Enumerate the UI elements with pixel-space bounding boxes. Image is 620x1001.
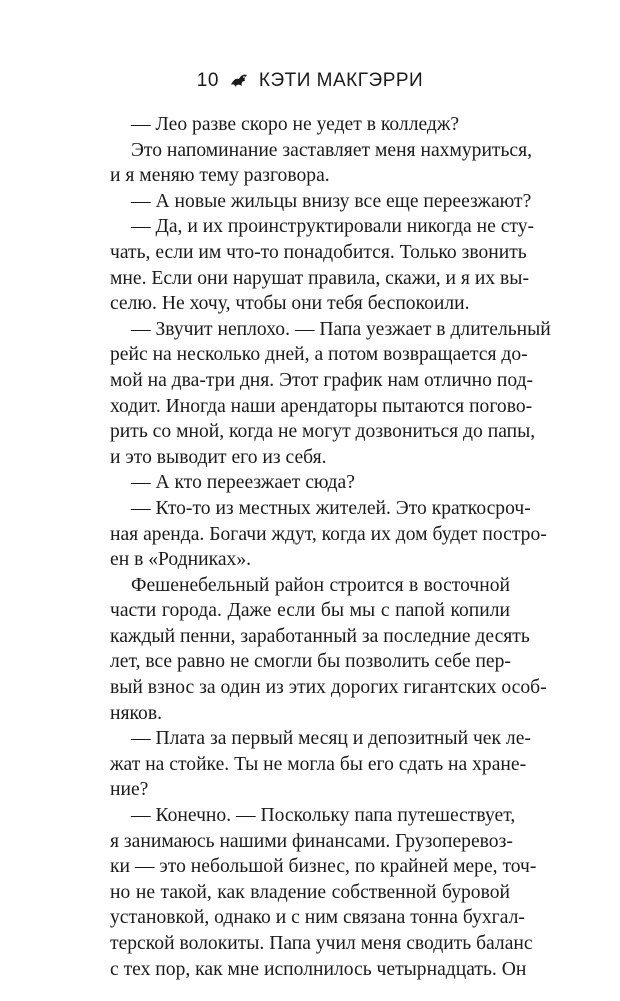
text-line: — Лео разве скоро не уедет в колледж? bbox=[131, 114, 460, 135]
running-header bbox=[0, 70, 620, 95]
text-line: — А новые жильцы внизу все еще переезжают? bbox=[131, 190, 532, 212]
text-line: с тех пор, как мне исполнилось четырнадцать. Он bbox=[110, 958, 527, 980]
text-line: вый взнос за один из этих дорогих гигантских особ- bbox=[110, 677, 547, 699]
text-line: мне. Если они нарушат правила, скажи, и я их вы- bbox=[110, 267, 529, 289]
text-line: ходит. Иногда наши арендаторы пытаются погово- bbox=[110, 395, 533, 417]
text-line: ная аренда. Богачи ждут, когда их дом будет постро- bbox=[110, 523, 547, 545]
text-line: рить со мной, когда не могут дозвониться до папы, bbox=[110, 421, 536, 443]
text-line: и это выводит его из себя. bbox=[110, 446, 327, 468]
text-line: ки — это небольшой бизнес, по крайней мере, точ- bbox=[110, 856, 537, 878]
text-line: каждый пенни, заработанный за последние десять bbox=[110, 625, 530, 647]
text-line: но не такой, как владение собственной буровой bbox=[110, 881, 510, 903]
dragon-ornament-icon bbox=[229, 71, 249, 95]
author-name: КЭТИ МАКГЭРРИ bbox=[258, 70, 424, 91]
text-line: лет, все равно не смогли бы позволить себе пер- bbox=[110, 651, 511, 673]
text-line: — Да, и их проинструктировали никогда не сту- bbox=[131, 216, 535, 238]
text-line: ен в «Родниках». bbox=[110, 549, 252, 571]
text-line: ние? bbox=[110, 779, 149, 801]
text-line: — Звучит неплохо. — Папа уезжает в длительный bbox=[131, 318, 551, 340]
text-line: установкой, однако и с ним связана тонна бухгал- bbox=[110, 907, 525, 929]
text-line: и я меняю тему разговора. bbox=[110, 165, 330, 187]
text-line: жат на стойке. Ты не могла бы его сдать на хране- bbox=[110, 753, 527, 775]
text-line: — Плата за первый месяц и депозитный чек ле- bbox=[131, 728, 531, 750]
text-line: — Кто-то из местных жителей. Это краткосроч- bbox=[131, 497, 531, 519]
body-text bbox=[110, 112, 551, 982]
text-line: — А кто переезжает сюда? bbox=[131, 472, 355, 494]
text-line: Фешенебельный район строится в восточной bbox=[131, 574, 510, 596]
text-line: рейс на несколько дней, а потом возвращается до- bbox=[110, 344, 528, 366]
page-number: 10 bbox=[196, 70, 219, 91]
text-line: я занимаюсь нашими финансами. Грузоперевоз- bbox=[110, 830, 513, 852]
text-line: Это напоминание заставляет меня нахмуриться, bbox=[131, 139, 533, 161]
text-line: части города. Даже если бы мы с папой копили bbox=[110, 600, 510, 622]
text-line: — Конечно. — Поскольку папа путешествует, bbox=[131, 805, 516, 827]
text-line: чать, если им что-то понадобится. Только звонить bbox=[110, 241, 527, 263]
text-line: мой на два-три дня. Этот график нам отлично под- bbox=[110, 369, 534, 391]
text-line: селю. Не хочу, чтобы они тебя беспокоили. bbox=[110, 293, 470, 315]
text-line: терской волокиты. Папа учил меня сводить баланс bbox=[110, 933, 533, 954]
text-line: няков. bbox=[110, 702, 162, 724]
